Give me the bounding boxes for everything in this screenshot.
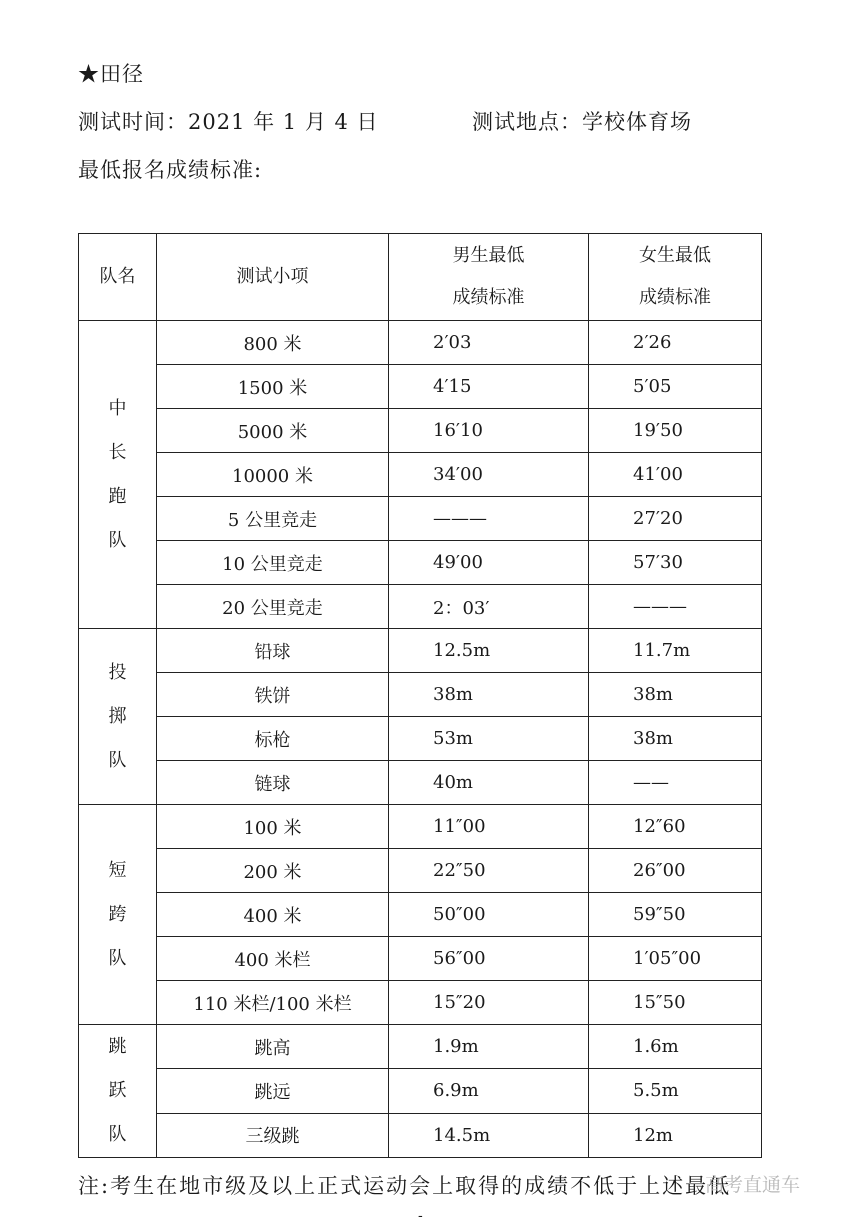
team-name-cell (79, 1025, 157, 1158)
male-standard-cell: 56″00 (389, 937, 589, 981)
male-standard-cell: 2′03 (389, 321, 589, 365)
table-row (79, 893, 762, 937)
male-standard-cell: 12.5m (389, 629, 589, 673)
male-standard-cell: 38m (389, 673, 589, 717)
female-standard-cell: 41′00 (589, 453, 762, 497)
male-standard-cell: 49′00 (389, 541, 589, 585)
table-row (79, 453, 762, 497)
table-row (79, 981, 762, 1025)
table-header-row (79, 234, 762, 321)
team-name-cell (79, 805, 157, 1025)
male-standard-cell: 34′00 (389, 453, 589, 497)
header-female-line1: 女生最低 (639, 245, 711, 266)
event-cell: 10 公里竞走 (157, 541, 389, 585)
table-row (79, 761, 762, 805)
event-cell: 铁饼 (157, 673, 389, 717)
female-standard-cell: 59″50 (589, 893, 762, 937)
male-standard-cell: 11″00 (389, 805, 589, 849)
male-standard-cell: 4′15 (389, 365, 589, 409)
table-row (79, 673, 762, 717)
male-standard-cell: 53m (389, 717, 589, 761)
table-row (79, 717, 762, 761)
event-cell: 400 米栏 (157, 937, 389, 981)
event-cell: 10000 米 (157, 453, 389, 497)
male-standard-cell: 14.5m (389, 1113, 589, 1157)
female-standard-cell: 5.5m (589, 1069, 762, 1113)
female-standard-cell: 12m (589, 1113, 762, 1157)
event-cell: 800 米 (157, 321, 389, 365)
female-standard-cell: 57′30 (589, 541, 762, 585)
event-cell: 100 米 (157, 805, 389, 849)
female-standard-cell: 12″60 (589, 805, 762, 849)
test-location: 测试地点：学校体育场 (472, 110, 692, 134)
table-row (79, 805, 762, 849)
female-standard-cell: 11.7m (589, 629, 762, 673)
female-standard-cell: 1.6m (589, 1025, 762, 1069)
male-standard-cell: 15″20 (389, 981, 589, 1025)
event-cell: 400 米 (157, 893, 389, 937)
table-row (79, 409, 762, 453)
header-male-line2: 成绩标准 (452, 287, 525, 308)
table-row (79, 937, 762, 981)
team-name-char: 短 (108, 859, 127, 881)
male-standard-cell: 16′10 (389, 409, 589, 453)
event-cell: 200 米 (157, 849, 389, 893)
table-row (79, 1113, 762, 1157)
male-standard-cell: 6.9m (389, 1069, 589, 1113)
female-standard-cell: 2′26 (589, 321, 762, 365)
team-name-char: 跨 (108, 903, 127, 925)
male-standard-cell: 40m (389, 761, 589, 805)
team-name-char: 跳 (108, 1036, 127, 1057)
header-male (389, 234, 589, 321)
test-time: 测试时间：2021 年 1 月 4 日 (78, 110, 379, 134)
table-row (79, 497, 762, 541)
team-name-cell (79, 321, 157, 629)
team-name-char: 队 (108, 1124, 127, 1145)
header-event: 测试小项 (157, 234, 389, 321)
female-standard-cell: ——— (589, 585, 762, 629)
header-male-line1: 男生最低 (452, 245, 525, 266)
table-row (79, 365, 762, 409)
male-standard-cell: 2：03′ (389, 585, 589, 629)
page-mark: - (418, 1208, 423, 1224)
team-name-char: 掷 (108, 705, 127, 727)
female-standard-cell: —— (589, 761, 762, 805)
male-standard-cell: 22″50 (389, 849, 589, 893)
event-cell: 5 公里竞走 (157, 497, 389, 541)
table-row (79, 849, 762, 893)
section-title: ★田径 (78, 62, 144, 86)
female-standard-cell: 38m (589, 717, 762, 761)
team-name-char: 队 (108, 749, 127, 771)
table-row (79, 585, 762, 629)
table-row (79, 1025, 762, 1069)
female-standard-cell: 5′05 (589, 365, 762, 409)
event-cell: 110 米栏/100 米栏 (157, 981, 389, 1025)
team-name-cell (79, 629, 157, 805)
team-name-char: 投 (108, 661, 127, 683)
table-row (79, 629, 762, 673)
female-standard-cell: 19′50 (589, 409, 762, 453)
header-team: 队名 (79, 234, 157, 321)
female-standard-cell: 1′05″00 (589, 937, 762, 981)
male-standard-cell: 1.9m (389, 1025, 589, 1069)
event-cell: 跳高 (157, 1025, 389, 1069)
event-cell: 1500 米 (157, 365, 389, 409)
event-cell: 跳远 (157, 1069, 389, 1113)
event-cell: 5000 米 (157, 409, 389, 453)
team-name-char: 跃 (108, 1080, 127, 1101)
header-female (589, 234, 762, 321)
test-info-line (78, 106, 768, 136)
footnote: 注:考生在地市级及以上正式运动会上取得的成绩不低于上述最低 (78, 1174, 732, 1198)
header-female-line2: 成绩标准 (639, 287, 711, 308)
event-cell: 三级跳 (157, 1113, 389, 1157)
male-standard-cell: ——— (389, 497, 589, 541)
table-row (79, 321, 762, 365)
female-standard-cell: 26″00 (589, 849, 762, 893)
male-standard-cell: 50″00 (389, 893, 589, 937)
team-name-char: 跑 (108, 485, 127, 507)
female-standard-cell: 15″50 (589, 981, 762, 1025)
table-row (79, 541, 762, 585)
team-name-char: 队 (108, 947, 127, 969)
event-cell: 标枪 (157, 717, 389, 761)
standards-table (78, 233, 762, 1158)
event-cell: 链球 (157, 761, 389, 805)
female-standard-cell: 27′20 (589, 497, 762, 541)
table-row (79, 1069, 762, 1113)
team-name-char: 长 (108, 441, 127, 463)
standard-label: 最低报名成绩标准: (78, 158, 263, 182)
team-name-char: 队 (108, 529, 127, 551)
team-name-char: 中 (108, 397, 127, 419)
watermark: 高考直通车 (705, 1174, 801, 1196)
event-cell: 20 公里竞走 (157, 585, 389, 629)
event-cell: 铅球 (157, 629, 389, 673)
female-standard-cell: 38m (589, 673, 762, 717)
